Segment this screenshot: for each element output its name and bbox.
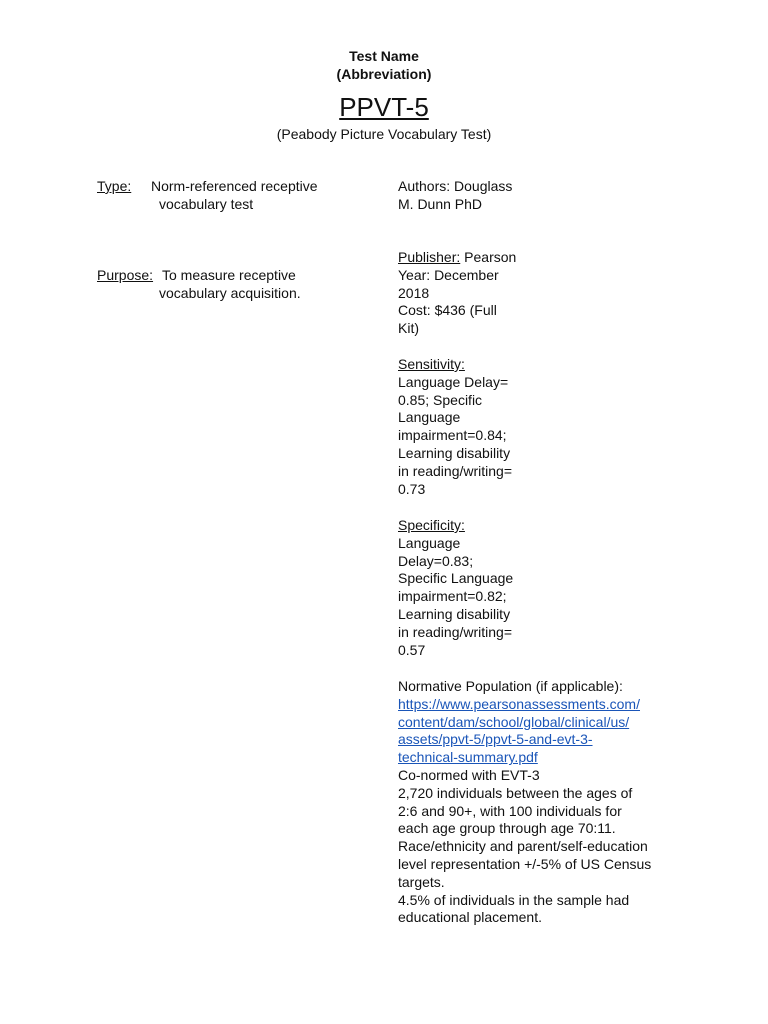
normative-link[interactable]: technical-summary.pdf <box>398 749 538 766</box>
normative-line: level representation +/-5% of US Census <box>398 855 652 872</box>
sensitivity-line: Learning disability <box>398 444 511 461</box>
purpose-label: Purpose: <box>97 267 154 283</box>
sensitivity-block <box>398 356 688 498</box>
type-value-line-1: Norm-referenced receptive <box>151 178 318 194</box>
normative-line: 2,720 individuals between the ages of <box>398 784 633 801</box>
publisher-value: Pearson <box>460 249 517 265</box>
specificity-line: impairment=0.82; <box>398 588 507 605</box>
specificity-line: Learning disability <box>398 605 511 622</box>
normative-link[interactable]: https://www.pearsonassessments.com/ <box>398 695 640 712</box>
normative-block <box>398 678 688 927</box>
publisher-line <box>398 249 688 267</box>
normative-line: 2:6 and 90+, with 100 individuals for <box>398 802 622 819</box>
specificity-line: Delay=0.83; <box>398 552 474 569</box>
publisher-block <box>398 249 688 338</box>
sensitivity-line: 0.73 <box>398 480 426 497</box>
abbreviation-label: (Abbreviation) <box>336 66 432 82</box>
specificity-label: Specificity: <box>398 517 465 533</box>
normative-line: Race/ethnicity and parent/self-education <box>398 838 648 855</box>
specificity-line: 0.57 <box>398 641 426 658</box>
normative-link[interactable]: content/dam/school/global/clinical/us/ <box>398 713 630 730</box>
normative-line: 4.5% of individuals in the sample had <box>398 891 630 908</box>
publisher-detail: Year: December <box>398 266 499 283</box>
publisher-detail: 2018 <box>398 284 430 301</box>
normative-line: educational placement. <box>398 909 542 926</box>
sensitivity-line: in reading/writing= <box>398 462 513 479</box>
test-full-name: (Peabody Picture Vocabulary Test) <box>276 126 492 142</box>
sensitivity-line: impairment=0.84; <box>398 427 507 444</box>
sensitivity-label: Sensitivity: <box>398 356 465 372</box>
sensitivity-line: Language <box>398 409 461 426</box>
normative-line: Co-normed with EVT-3 <box>398 766 540 783</box>
publisher-detail: Cost: $436 (Full <box>398 302 497 319</box>
authors-line: Authors: Douglass <box>398 178 513 194</box>
publisher-detail: Kit) <box>398 320 419 337</box>
specificity-line: Specific Language <box>398 570 514 587</box>
authors-line: M. Dunn PhD <box>398 195 483 212</box>
authors-block <box>398 178 688 214</box>
type-label: Type: <box>97 178 132 194</box>
type-value-line-2: vocabulary test <box>159 196 254 212</box>
sensitivity-line: Language Delay= <box>398 373 509 390</box>
normative-line: each age group through age 70:11. <box>398 820 616 837</box>
purpose-value-line-1: To measure receptive <box>162 267 296 283</box>
normative-line: targets. <box>398 873 445 890</box>
purpose-value-line-2: vocabulary acquisition. <box>159 285 301 301</box>
test-abbreviation: PPVT-5 <box>339 92 429 122</box>
normative-label: Normative Population (if applicable): <box>398 678 623 694</box>
publisher-label: Publisher: <box>398 249 461 265</box>
sensitivity-line: 0.85; Specific <box>398 391 483 408</box>
test-name-label: Test Name <box>349 48 419 64</box>
specificity-block <box>398 517 688 659</box>
normative-link[interactable]: assets/ppvt-5/ppvt-5-and-evt-3- <box>398 731 593 748</box>
specificity-line: in reading/writing= <box>398 623 513 640</box>
specificity-line: Language <box>398 534 461 551</box>
